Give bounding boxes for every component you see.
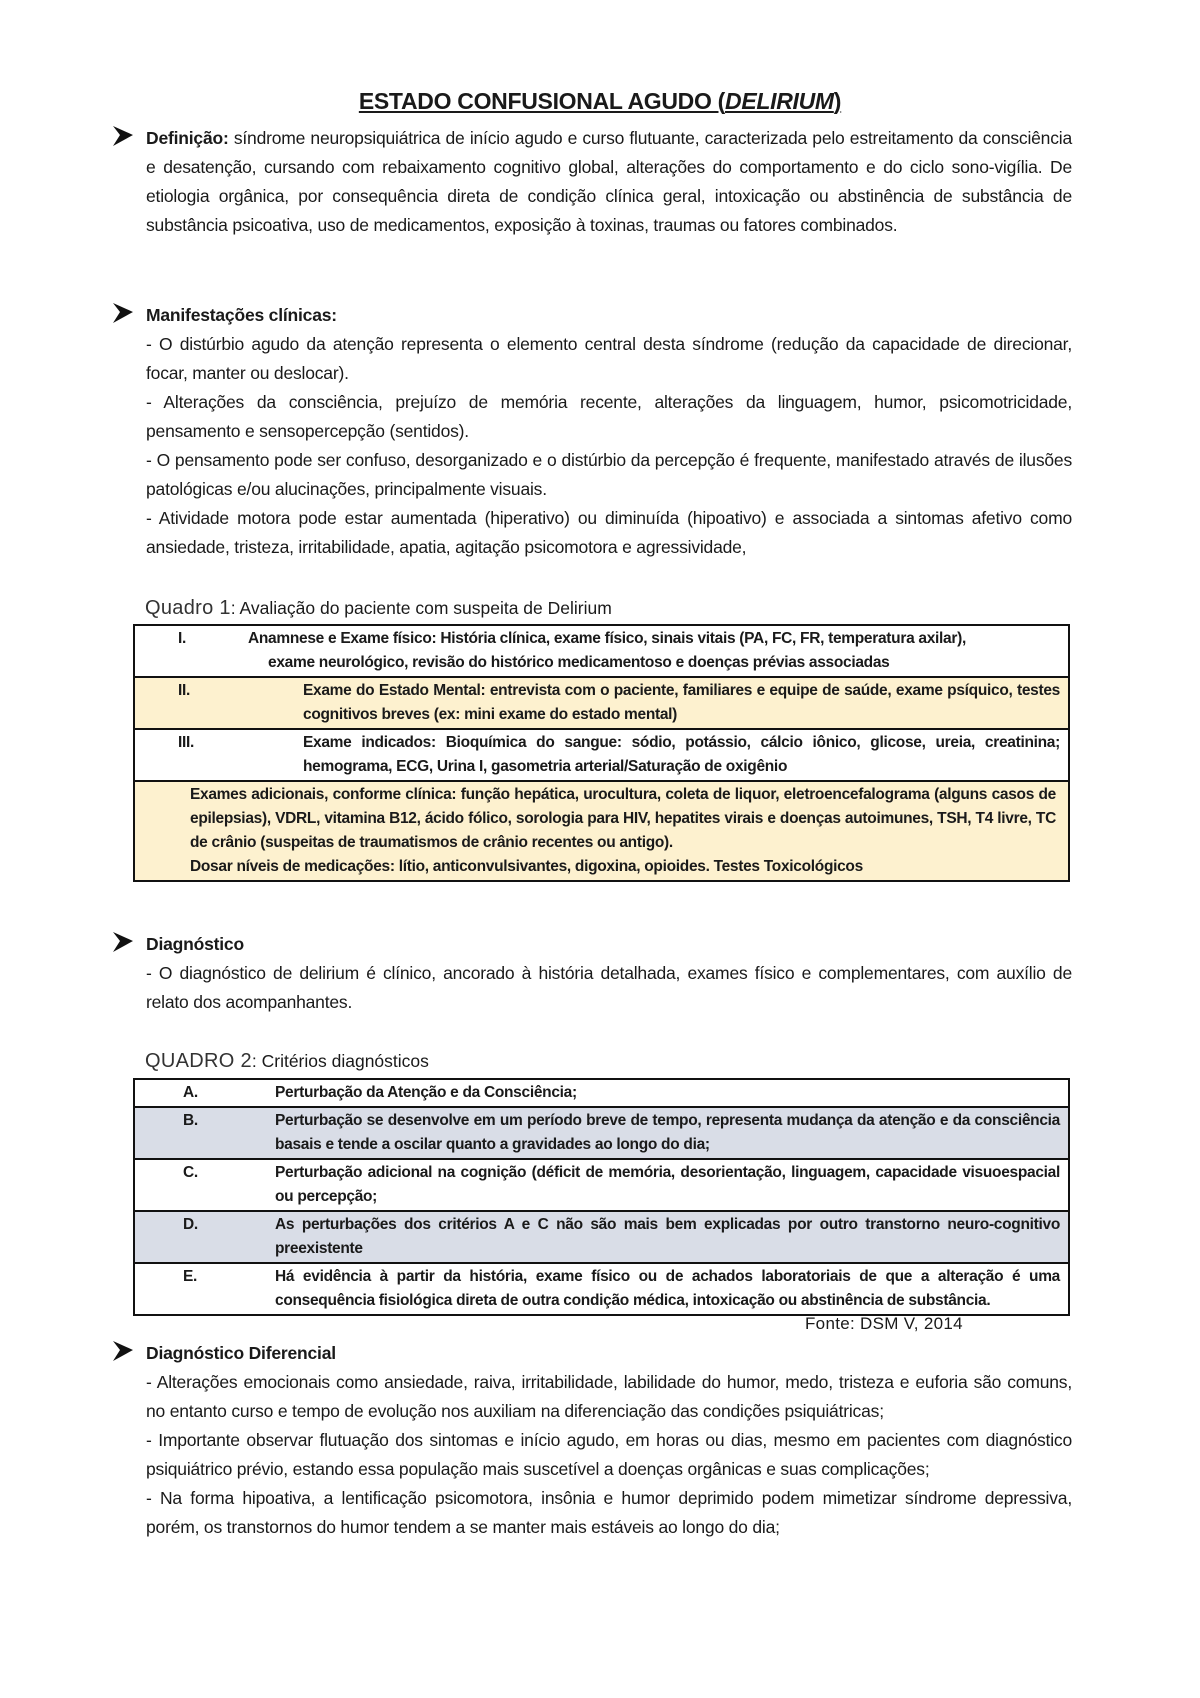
row-text: As perturbações dos critérios A e C não são mais bem explicadas por outro transtorno neuro-cognitivo preexistente — [275, 1216, 1060, 1257]
table-row — [134, 729, 1069, 781]
title-close: ) — [833, 88, 842, 114]
table-row — [134, 1211, 1069, 1263]
row-letter: D. — [183, 1216, 198, 1233]
quadro2-table — [133, 1078, 1070, 1316]
row-text: Dosar níveis de medicações: lítio, anticonvulsivantes, digoxina, opioides. Testes Toxicológicos — [190, 858, 863, 875]
title-text: ESTADO CONFUSIONAL AGUDO ( — [358, 88, 726, 114]
row-number: III. — [178, 734, 195, 751]
row-text: exame neurológico, revisão do histórico medicamentoso e doenças prévias associadas — [268, 654, 890, 671]
diferencial-item: - Na forma hipoativa, a lentificação psicomotora, insônia e humor deprimido podem mimetizar síndrome depressiva, porém, os transtornos do humor tendem a se manter mais estáveis ao longo do dia; — [146, 1488, 1072, 1537]
row-text: Perturbação adicional na cognição (déficit de memória, desorientação, linguagem, capacidade visuoespacial ou percepção; — [275, 1164, 1060, 1205]
quadro1-caption-num: Quadro 1 — [145, 597, 231, 619]
manifestacoes-item: - Alterações da consciência, prejuízo de memória recente, alterações da linguagem, humor, psicomotricidade, pensamento e sensopercepção (sentidos). — [146, 392, 1072, 441]
quadro2-caption — [145, 1050, 429, 1073]
row-number: II. — [178, 682, 191, 699]
row-letter: B. — [183, 1112, 198, 1129]
arrow-bullet-icon — [112, 124, 134, 148]
manifestacoes-item: - Atividade motora pode estar aumentada (hiperativo) ou diminuída (hipoativo) e associada a sintomas afetivo como ansiedade, tristeza, irritabilidade, apatia, agitação psicomotora e agressividade, — [146, 508, 1072, 557]
table-row — [134, 1263, 1069, 1315]
row-text: Exames adicionais, conforme clínica: função hepática, urocultura, coleta de liquor, eletroencefalograma (alguns casos de epilepsias), VDRL, vitamina B12, ácido fólico, sorologia para HIV, hepatites virais e doenças autoimunes, TSH, T4 livre, TC de crânio (suspeitas de traumatismos de crânio recentes ou antigo). — [190, 786, 1056, 851]
definicao-label: Definição: — [146, 128, 229, 148]
arrow-bullet-icon — [112, 1339, 134, 1363]
diferencial-item: - Importante observar flutuação dos sintomas e início agudo, em horas ou dias, mesmo em pacientes com diagnóstico psiquiátrico prévio, estando essa população mais suscetível a doenças orgânicas e suas complicações; — [146, 1430, 1072, 1479]
quadro2-caption-text: : Critérios diagnósticos — [251, 1051, 429, 1071]
section-manifestacoes — [112, 301, 1072, 562]
row-text: Anamnese e Exame físico: História clínica, exame físico, sinais vitais (PA, FC, FR, temperatura axilar), — [248, 630, 966, 647]
diagnostico-label: Diagnóstico — [146, 934, 244, 954]
table-row — [134, 1159, 1069, 1211]
diferencial-item: - Alterações emocionais como ansiedade, raiva, irritabilidade, labilidade do humor, medo, tristeza e euforia são comuns, no entanto curso e tempo de evolução nos auxiliam na diferenciação das condições psiquiátricas; — [146, 1372, 1072, 1421]
row-letter: A. — [183, 1084, 198, 1101]
title-italic: DELIRIUM — [725, 88, 834, 114]
manifestacoes-label: Manifestações clínicas: — [146, 305, 337, 325]
table-row — [134, 1107, 1069, 1159]
row-text: Há evidência à partir da história, exame físico ou de achados laboratoriais de que a alteração é uma consequência fisiológica direta de outra condição médica, intoxicação ou abstinência de substância. — [275, 1268, 1060, 1309]
row-letter: E. — [183, 1268, 198, 1285]
quadro1-table — [133, 624, 1070, 882]
manifestacoes-item: - O distúrbio agudo da atenção representa o elemento central desta síndrome (redução da capacidade de direcionar, focar, manter ou deslocar). — [146, 334, 1072, 383]
table-row — [134, 677, 1069, 729]
source-note: Fonte: DSM V, 2014 — [805, 1314, 963, 1333]
diagnostico-text: - O diagnóstico de delirium é clínico, ancorado à história detalhada, exames físico e complementares, com auxílio de relato dos acompanhantes. — [146, 963, 1072, 1012]
row-text: Exame do Estado Mental: entrevista com o paciente, familiares e equipe de saúde, exame psíquico, testes cognitivos breves (ex: mini exame do estado mental) — [303, 682, 1060, 723]
quadro1-caption-text: : Avaliação do paciente com suspeita de Delirium — [230, 598, 612, 618]
quadro1-caption — [145, 597, 612, 620]
quadro2-caption-num: QUADRO 2 — [145, 1050, 252, 1072]
table-row — [134, 781, 1069, 881]
section-diferencial — [112, 1339, 1072, 1542]
table-row — [134, 1079, 1069, 1107]
definicao-text: síndrome neuropsiquiátrica de início agudo e curso flutuante, caracterizada pelo estreitamento da consciência e desatenção, cursando com rebaixamento cognitivo global, alterações do comportamento e do ciclo sono-vigília. De etiologia orgânica, por consequência direta de condição clínica geral, intoxicação ou abstinência de substância de substância psicoativa, uso de medicamentos, exposição à toxinas, traumas ou fatores combinados. — [146, 128, 1072, 235]
arrow-bullet-icon — [112, 301, 134, 325]
row-letter: C. — [183, 1164, 198, 1181]
diferencial-label: Diagnóstico Diferencial — [146, 1343, 336, 1363]
table-row — [134, 625, 1069, 677]
arrow-bullet-icon — [112, 930, 134, 954]
page-title — [0, 88, 1200, 115]
manifestacoes-item: - O pensamento pode ser confuso, desorganizado e o distúrbio da percepção é frequente, manifestado através de ilusões patológicas e/ou alucinações, principalmente visuais. — [146, 450, 1072, 499]
row-number: I. — [178, 630, 187, 647]
section-diagnostico — [112, 930, 1072, 1017]
row-text: Perturbação da Atenção e da Consciência; — [275, 1084, 577, 1101]
row-text: Exame indicados: Bioquímica do sangue: sódio, potássio, cálcio iônico, glicose, ureia, creatinina; hemograma, ECG, Urina I, gasometria arterial/Saturação de oxigênio — [303, 734, 1060, 775]
definicao-paragraph — [146, 124, 1072, 240]
section-definicao — [112, 124, 1072, 240]
row-text: Perturbação se desenvolve em um período breve de tempo, representa mudança da atenção e da consciência basais e tende a oscilar quanto a gravidades ao longo do dia; — [275, 1112, 1060, 1153]
